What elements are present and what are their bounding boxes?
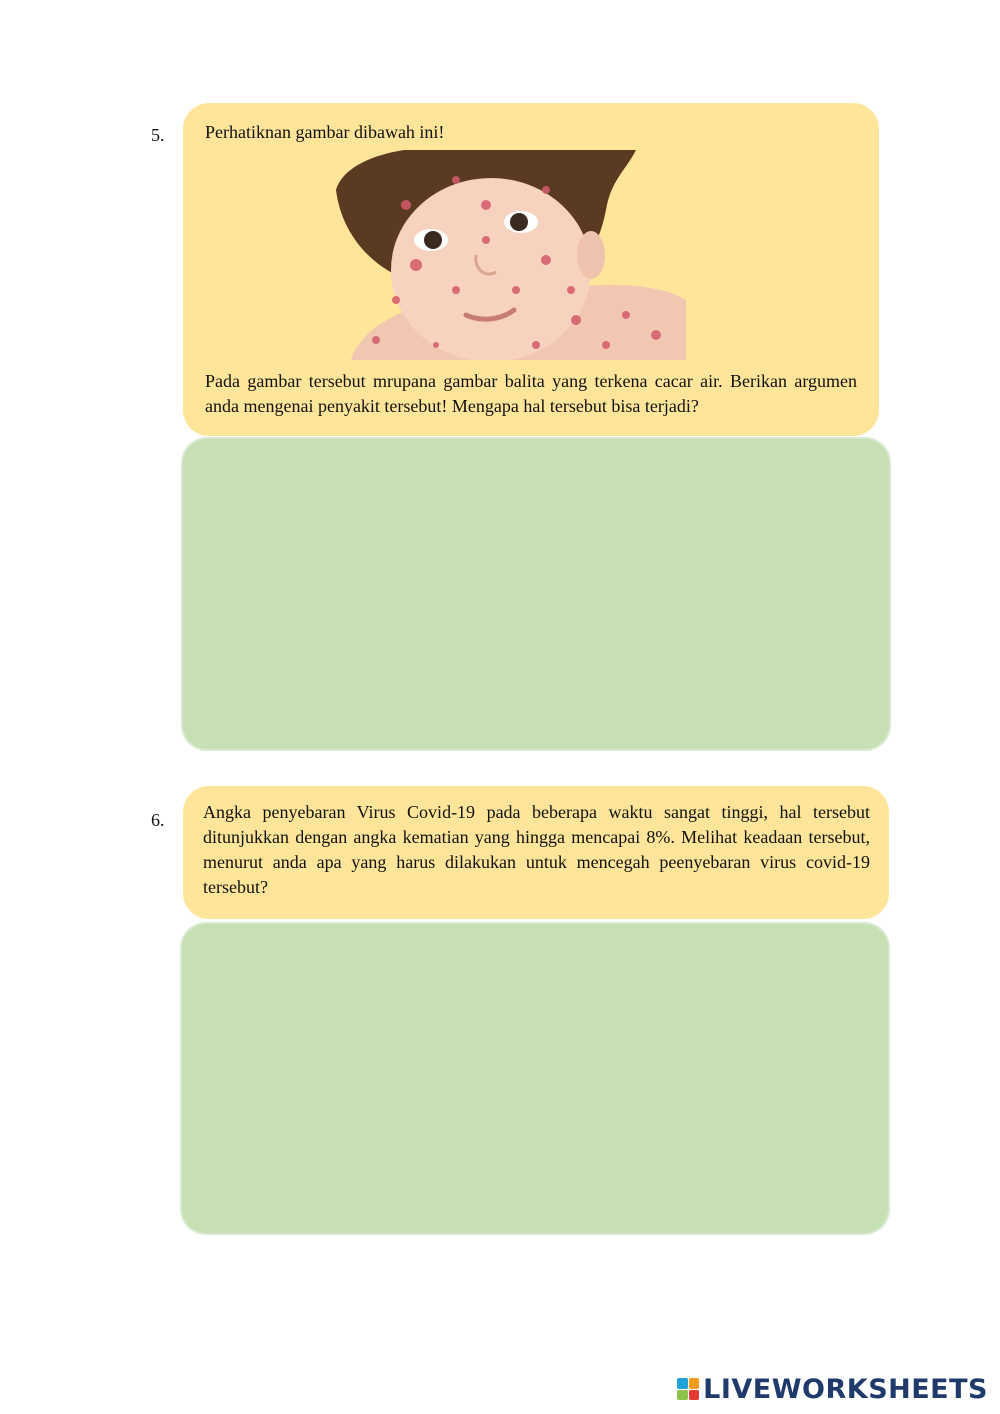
answer-box-6[interactable] xyxy=(182,924,888,1233)
question-5-prompt: Perhatiknan gambar dibawah ini! xyxy=(205,122,445,142)
question-6-number: 6. xyxy=(151,810,165,830)
question-5-number: 5. xyxy=(151,125,165,145)
answer-box-5[interactable] xyxy=(183,439,889,749)
liveworksheets-logo-icon xyxy=(677,1378,699,1400)
question-5-text: Pada gambar tersebut mrupana gambar balita yang terkena cacar air. Berikan argumen anda mengenai penyakit tersebut! Mengapa hal tersebut bisa terjadi? xyxy=(205,371,857,416)
liveworksheets-brand xyxy=(677,1374,988,1404)
question-6-text: Angka penyebaran Virus Covid-19 pada beberapa waktu sangat tinggi, hal tersebut ditunjukkan dengan angka kematian yang hingga mencapai 8%. Melihat keadaan tersebut, menurut anda apa yang harus dilakukan untuk mencegah peenyebaran virus covid-19 tersebut? xyxy=(203,802,870,897)
baby-with-chickenpox-photo xyxy=(336,150,686,360)
brand-name: LIVEWORKSHEETS xyxy=(703,1373,988,1405)
